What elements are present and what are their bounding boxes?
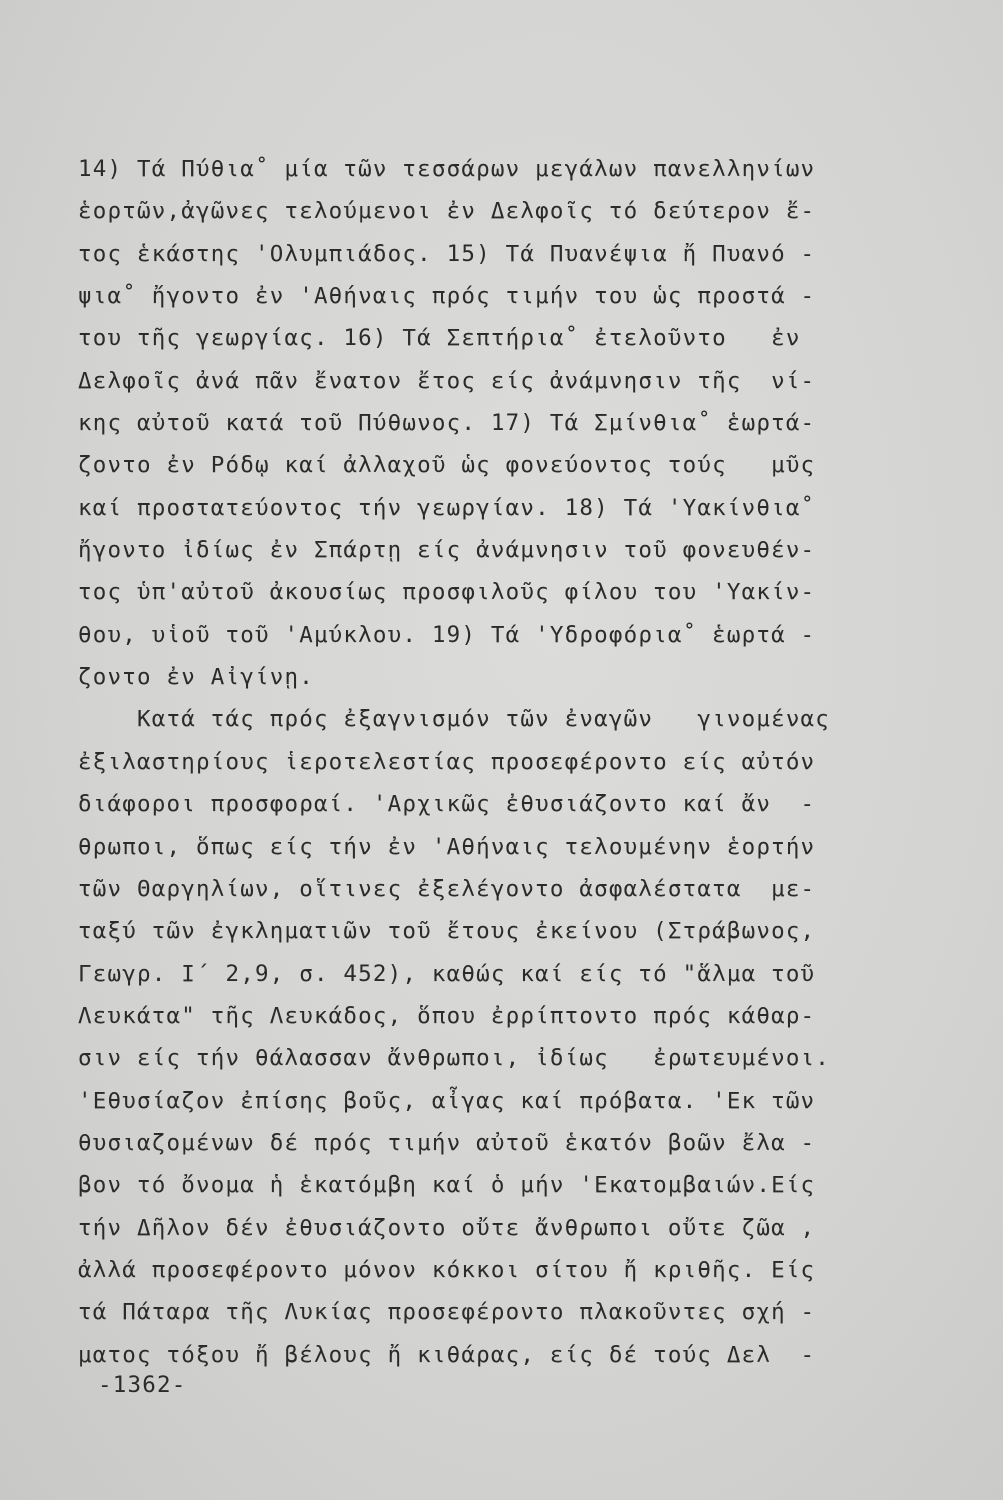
text-line: θυσιαζομένων δέ πρός τιμήν αὐτοῦ ἑκατόν βοῶν ἔλα - bbox=[78, 1129, 816, 1156]
text-line: 14) Τά Πύθια˚ μία τῶν τεσσάρων μεγάλων πανελληνίων bbox=[78, 156, 816, 182]
text-line: τήν Δῆλον δέν ἐθυσιάζοντο οὔτε ἄνθρωποι οὔτε ζῶα , bbox=[78, 1214, 816, 1241]
text-line: 'Εθυσίαζον ἐπίσης βοῦς, αἶγας καί πρόβατα. 'Εκ τῶν bbox=[78, 1087, 816, 1114]
text-line: θου, υἱοῦ τοῦ 'Αμύκλου. 19) Τά 'Υδροφόρια˚ ἑωρτά - bbox=[78, 621, 816, 648]
text-line: ἑορτῶν,ἀγῶνες τελούμενοι ἐν Δελφοῖς τό δεύτερον ἔ- bbox=[78, 198, 816, 225]
text-line: σιν είς τήν θάλασσαν ἄνθρωποι, ἰδίως ἐρωτευμένοι. bbox=[78, 1045, 831, 1072]
text-line: καί προστατεύοντος τήν γεωργίαν. 18) Τά 'Υακίνθια˚ bbox=[78, 494, 816, 521]
text-line: ματος τόξου ἤ βέλους ἤ κιθάρας, είς δέ τούς Δελ - bbox=[78, 1341, 816, 1368]
text-line: διάφοροι προσφοραί. 'Αρχικῶς ἐθυσιάζοντο καί ἄν - bbox=[78, 791, 816, 818]
text-line: ἀλλά προσεφέροντο μόνον κόκκοι σίτου ἤ κριθῆς. Είς bbox=[78, 1256, 816, 1283]
text-line: τά Πάταρα τῆς Λυκίας προσεφέροντο πλακοῦντες σχή - bbox=[78, 1299, 816, 1326]
text-line: τος ὑπ'αὐτοῦ ἀκουσίως προσφιλοῦς φίλου του 'Υακίν- bbox=[78, 579, 816, 606]
text-line: ἤγοντο ἰδίως ἐν Σπάρτῃ είς ἀνάμνησιν τοῦ φονευθέν- bbox=[78, 537, 816, 564]
text-line: Κατά τάς πρός ἐξαγνισμόν τῶν ἐναγῶν γινομένας bbox=[78, 706, 831, 733]
body-text bbox=[78, 148, 928, 1376]
page-number: -1362- bbox=[98, 1372, 187, 1398]
text-line: Δελφοῖς ἀνά πᾶν ἔνατον ἔτος είς ἀνάμνησιν τῆς νί- bbox=[78, 367, 816, 394]
text-line: θρωποι, ὅπως είς τήν ἐν 'Αθήναις τελουμένην ἑορτήν bbox=[78, 833, 816, 860]
text-line: Γεωγρ. Ι΄ 2,9, σ. 452), καθώς καί είς τό "ἅλμα τοῦ bbox=[78, 960, 816, 987]
text-line: βον τό ὄνομα ἡ ἑκατόμβη καί ὁ μήν 'Εκατομβαιών.Είς bbox=[78, 1172, 816, 1199]
text-line: ζοντο ἐν Αἰγίνῃ. bbox=[78, 664, 314, 691]
text-line: του τῆς γεωργίας. 16) Τά Σεπτήρια˚ ἐτελοῦντο ἐν bbox=[78, 325, 801, 352]
text-line: τος ἑκάστης 'Ολυμπιάδος. 15) Τά Πυανέψια ἤ Πυανό - bbox=[78, 240, 816, 267]
text-line: ἐξιλαστηρίους ἱεροτελεστίας προσεφέροντο είς αὐτόν bbox=[78, 748, 816, 775]
text-line: ζοντο ἐν Ρόδῳ καί ἀλλαχοῦ ὡς φονεύοντος τούς μῦς bbox=[78, 452, 816, 479]
text-line: ταξύ τῶν ἐγκληματιῶν τοῦ ἔτους ἐκείνου (Στράβωνος, bbox=[78, 918, 816, 945]
text-line: κης αὐτοῦ κατά τοῦ Πύθωνος. 17) Τά Σμίνθια˚ ἑωρτά- bbox=[78, 410, 816, 437]
text-line: τῶν Θαργηλίων, οἵτινες ἐξελέγοντο ἀσφαλέστατα με- bbox=[78, 875, 816, 902]
text-line: Λευκάτα" τῆς Λευκάδος, ὅπου ἐρρίπτοντο πρός κάθαρ- bbox=[78, 1002, 816, 1029]
text-line: ψια˚ ἤγοντο ἐν 'Αθήναις πρός τιμήν του ὡς προστά - bbox=[78, 283, 816, 310]
